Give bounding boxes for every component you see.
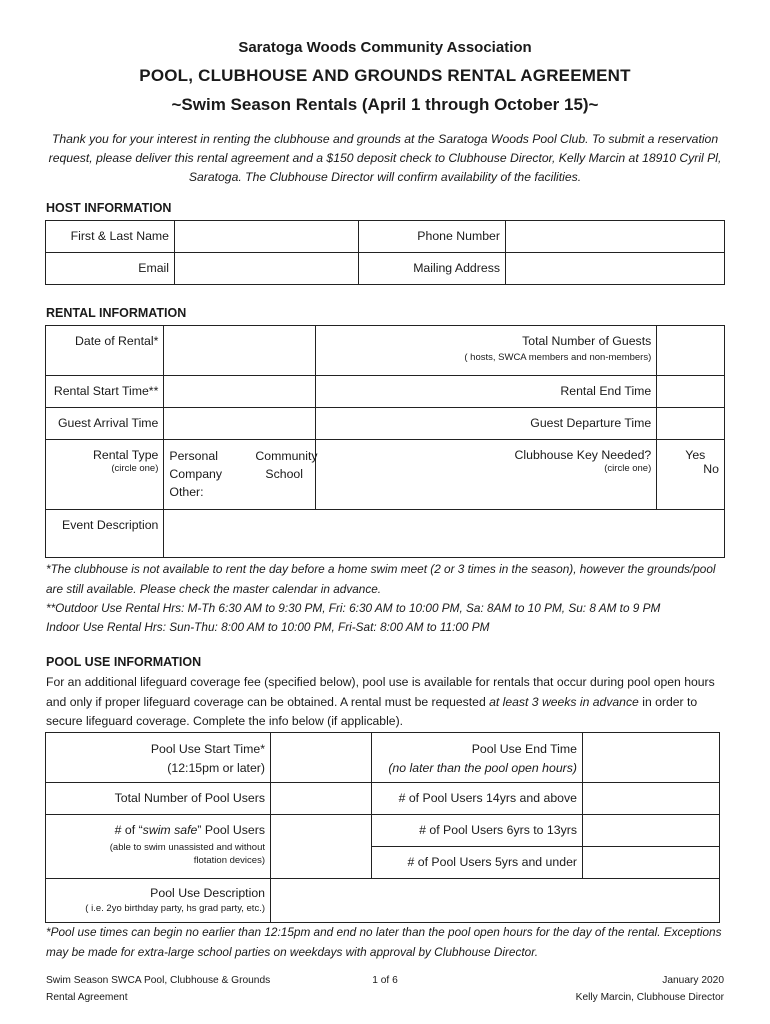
pool-swimsafe-label: [51, 823, 265, 837]
page-title: POOL, CLUBHOUSE AND GROUNDS RENTAL AGREEMENT: [139, 66, 631, 85]
pool-note: *Pool use times can begin no earlier than 12:15pm and end no later than the pool open hours for the day of the rental. Exceptions may be made for extra-large school parties on weekdays with approval by Clubhouse Director.: [46, 925, 722, 959]
departure-time-field[interactable]: [657, 408, 725, 440]
pool-start-note: (12:15pm or later): [167, 761, 265, 775]
pool-swimsafe-field[interactable]: [271, 815, 372, 879]
start-time-label: Rental Start Time**: [46, 376, 164, 408]
rental-note-availability: *The clubhouse is not available to rent the day before a home swim meet (2 or 3 times in the season), however the grounds/pool are still available. Please check the master calendar in advance.: [46, 562, 716, 596]
end-time-field[interactable]: [657, 376, 725, 408]
rental-type-options: [164, 440, 316, 510]
key-needed-options: [657, 440, 725, 510]
email-field[interactable]: [175, 253, 359, 285]
end-time-label: Rental End Time: [315, 376, 656, 408]
footer-author: Kelly Marcin, Clubhouse Director: [575, 992, 724, 1003]
pool-info-table: [45, 732, 720, 923]
pool-intro-part2: in order to secure lifeguard coverage. Complete the info below (if applicable).: [46, 694, 698, 728]
key-needed-note: (circle one): [604, 463, 652, 474]
date-label: Date of Rental*: [46, 326, 164, 376]
pool-desc-note: ( i.e. 2yo birthday party, hs grad party, etc.): [85, 903, 265, 914]
footer-date: January 2020: [662, 975, 724, 986]
page-number: 1 of 6: [372, 975, 398, 986]
pool-intro-emphasis: at least 3 weeks in advance: [489, 694, 639, 709]
type-option-community[interactable]: Community: [255, 449, 318, 463]
pool-end-label-cell: [372, 733, 583, 783]
pool-total-field[interactable]: [271, 783, 372, 815]
swimsafe-post: ” Pool Users: [197, 823, 265, 837]
key-needed-label: Clubhouse Key Needed?: [514, 448, 652, 462]
pool-age14-field[interactable]: [583, 783, 720, 815]
email-label: Email: [46, 253, 175, 285]
pool-intro-text: [46, 673, 726, 732]
rental-type-note: (circle one): [111, 463, 159, 474]
rental-note-indoor-hours: Indoor Use Rental Hrs: Sun-Thu: 8:00 AM to 10:00 PM, Fri-Sat: 8:00 AM to 11:00 PM: [46, 620, 490, 634]
address-field[interactable]: [506, 253, 725, 285]
phone-label: Phone Number: [359, 221, 506, 253]
departure-time-label: Guest Departure Time: [315, 408, 656, 440]
footer-right: [576, 972, 724, 1006]
pool-start-label: Pool Use Start Time*: [150, 742, 265, 756]
event-description-label: Event Description: [46, 510, 164, 558]
pool-desc-field[interactable]: [271, 879, 720, 923]
key-needed-label-cell: [315, 440, 656, 510]
pool-age14-label: # of Pool Users 14yrs and above: [372, 783, 583, 815]
pool-intro-part1: For an additional lifeguard coverage fee (specified below), pool use is available for rentals that occur during pool open hours and only if proper lifeguard coverage can be obtained. A rental must be requested: [46, 675, 715, 709]
name-field[interactable]: [175, 221, 359, 253]
pool-end-label: Pool Use End Time: [471, 742, 577, 756]
pool-desc-label-cell: [46, 879, 271, 923]
organization-name: Saratoga Woods Community Association: [238, 39, 532, 56]
rental-type-label-cell: [46, 440, 164, 510]
guests-label-cell: [315, 326, 656, 376]
type-option-other[interactable]: Other:: [169, 485, 204, 499]
type-option-school[interactable]: School: [265, 467, 303, 481]
pool-swimsafe-label-cell: [46, 815, 271, 879]
arrival-time-field[interactable]: [164, 408, 316, 440]
pool-section-heading: POOL USE INFORMATION: [46, 655, 202, 669]
pool-total-label: Total Number of Pool Users: [46, 783, 271, 815]
pool-age6-field[interactable]: [583, 815, 720, 847]
pool-swimsafe-note: (able to swim unassisted and without flotation devices): [109, 842, 265, 866]
pool-end-field[interactable]: [583, 733, 720, 783]
guests-field[interactable]: [657, 326, 725, 376]
address-label: Mailing Address: [359, 253, 506, 285]
pool-desc-label: Pool Use Description: [150, 886, 265, 900]
rental-info-table: [45, 325, 725, 558]
type-option-personal[interactable]: Personal: [169, 449, 218, 463]
rental-note-outdoor-hours: **Outdoor Use Rental Hrs: M-Th 6:30 AM to 9:30 PM, Fri: 6:30 AM to 10:00 PM, Sa: 8AM to 10 PM, Su: 8 AM to 9 PM: [46, 601, 661, 615]
swimsafe-em: swim safe: [142, 823, 198, 837]
guests-note: ( hosts, SWCA members and non-members): [464, 352, 652, 363]
rental-type-label: Rental Type: [92, 448, 159, 462]
phone-field[interactable]: [506, 221, 725, 253]
pool-start-label-cell: [46, 733, 271, 783]
pool-end-note: (no later than the pool open hours): [388, 761, 577, 775]
rental-section-heading: RENTAL INFORMATION: [46, 306, 187, 320]
name-label: First & Last Name: [46, 221, 175, 253]
pool-age5-label: # of Pool Users 5yrs and under: [372, 847, 583, 879]
guests-label: Total Number of Guests: [522, 334, 652, 348]
swimsafe-pre: # of “: [114, 823, 143, 837]
host-section-heading: HOST INFORMATION: [46, 201, 172, 215]
start-time-field[interactable]: [164, 376, 316, 408]
intro-text: Thank you for your interest in renting the clubhouse and grounds at the Saratoga Woods Pool Club. To submit a reservation request, please deliver this rental agreement and a $150 deposit check to Clubhouse Director, Kelly Marcin at 18910 Cyril Pl, Saratoga. The Clubhouse Director will confirm availability of the facilities.: [48, 132, 722, 184]
page-subtitle: ~Swim Season Rentals (April 1 through October 15)~: [171, 95, 599, 114]
footer-doc-subtitle: Rental Agreement: [46, 992, 128, 1003]
host-info-table: [45, 220, 725, 285]
event-description-field[interactable]: [164, 510, 725, 558]
pool-start-field[interactable]: [271, 733, 372, 783]
pool-age5-field[interactable]: [583, 847, 720, 879]
date-field[interactable]: [164, 326, 316, 376]
type-option-company[interactable]: Company: [169, 467, 223, 481]
key-option-yes[interactable]: Yes: [685, 448, 706, 462]
pool-age6-label: # of Pool Users 6yrs to 13yrs: [372, 815, 583, 847]
footer-doc-title: Swim Season SWCA Pool, Clubhouse & Grounds: [46, 975, 271, 986]
key-option-no[interactable]: No: [703, 462, 719, 476]
arrival-time-label: Guest Arrival Time: [46, 408, 164, 440]
